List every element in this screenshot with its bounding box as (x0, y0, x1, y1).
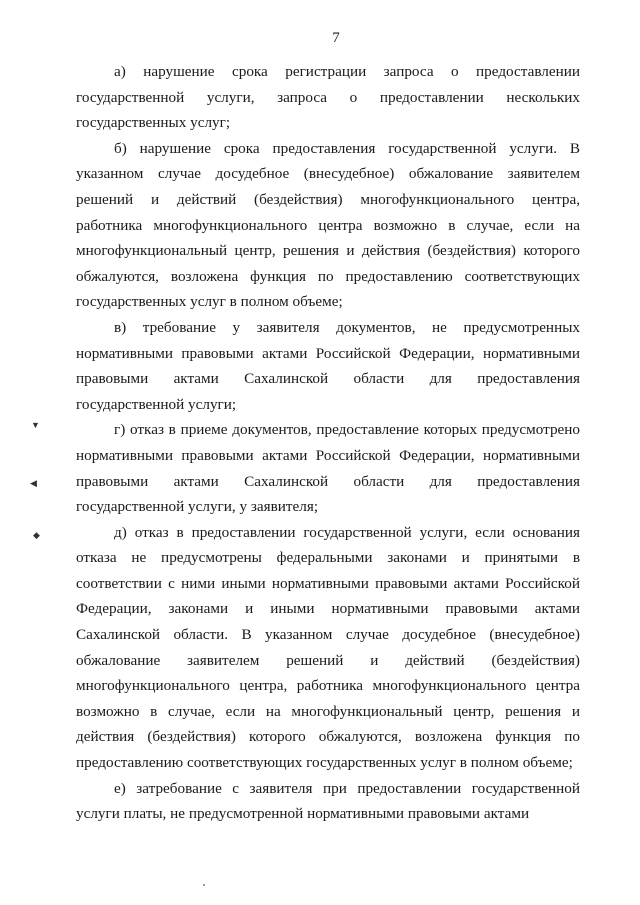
scan-mark: ▼ (31, 420, 40, 430)
paragraph-a: а) нарушение срока регистрации запроса о предоставлении государственной услуги, запроса о предоставлении нескольких государственных услуг; (76, 63, 580, 132)
paragraph-d: д) отказ в предоставлении государственной услуги, если основания отказа не предусмотрены федеральными законами и принятыми в соответствии с ними иными нормативными правовыми актами Российской Федерации, законами и иными нормативными правовыми актами Сахалинской области. В указанном случае досудебное (внесудебное) обжалование заявителем решений и действий (бездействия) многофункционального центра, работника многофункционального центра возможно в случае, если на многофункциональный центр, решения и действия (бездействия) которого обжалуются, возложена функция по предоставлению соответствующих государственных услуг в полном объеме; (76, 523, 580, 772)
paragraph-g: г) отказ в приеме документов, предоставление которых предусмотрено нормативными правовыми актами Российской Федерации, нормативными правовыми актами Сахалинской области для предоставления государственной услуги, у заявителя; (76, 421, 580, 516)
paragraph-e: е) затребование с заявителя при предоставлении государственной услуги платы, не предусмотренной нормативными правовыми актами (76, 779, 580, 823)
paragraph-b: б) нарушение срока предоставления государственной услуги. В указанном случае досудебное (внесудебное) обжалование заявителем решений и действий (бездействия) многофункционального центра, работника многофункционального центра возможно в случае, если на многофункциональный центр, решения и действия (бездействия) которого обжалуются, возложена функция по предоставлению соответствующих государственных услуг в полном объеме; (76, 139, 580, 311)
scan-mark: ◀ (30, 478, 37, 488)
scan-dot (203, 884, 205, 886)
document-body (76, 59, 580, 827)
page-number: 7 (332, 30, 340, 46)
paragraph-v: в) требование у заявителя документов, не предусмотренных нормативными правовыми актами Российской Федерации, нормативными правовыми актами Сахалинской области для предоставления государственной услуги; (76, 318, 580, 413)
scan-mark: ◆ (33, 530, 40, 540)
